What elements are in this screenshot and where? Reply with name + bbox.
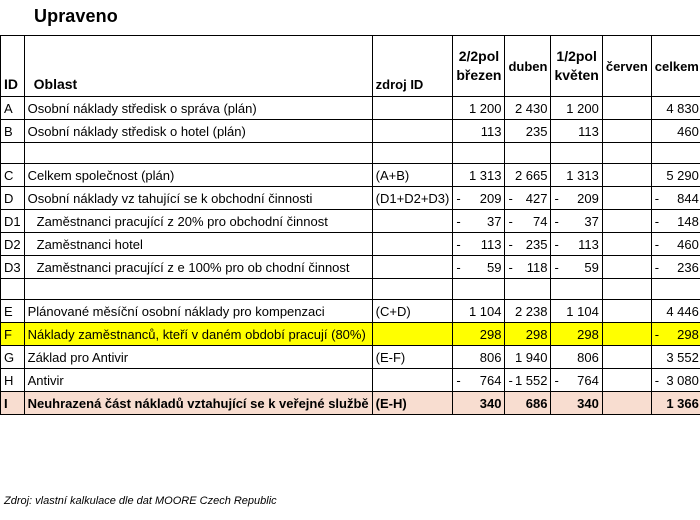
cell-value: 37	[487, 213, 502, 229]
cell-value: 37	[584, 213, 599, 229]
page-title: Upraveno	[34, 6, 118, 26]
row-zdroj	[372, 210, 453, 233]
row-v2: 298	[505, 323, 551, 346]
header-col4: červen	[602, 36, 651, 97]
minus-sign: -	[654, 259, 660, 275]
row-v5: 4 446	[651, 300, 700, 323]
row-v1	[453, 233, 505, 256]
minus-sign: -	[554, 190, 559, 206]
row-v2: 235	[505, 120, 551, 143]
minus-sign: -	[554, 372, 559, 388]
source-footnote: Zdroj: vlastní kalkulace dle dat MOORE Czech Republic	[4, 495, 277, 507]
row-v4	[602, 233, 651, 256]
row-zdroj: (E-F)	[372, 346, 453, 369]
row-v4	[602, 120, 651, 143]
cell-value: 1 552	[514, 372, 548, 388]
row-v5	[651, 323, 700, 346]
cell-value: 764	[479, 372, 502, 388]
row-id: I	[1, 392, 25, 415]
row-v1	[453, 256, 505, 279]
row-v2: 2 665	[505, 164, 551, 187]
table-row-highlighted	[1, 323, 700, 346]
row-v1: 1 313	[453, 164, 505, 187]
header-col5: celkem	[651, 36, 700, 97]
table-row	[1, 256, 700, 279]
spacer-row	[1, 279, 700, 300]
row-v5	[651, 233, 700, 256]
row-v1: 113	[453, 120, 505, 143]
row-oblast: Celkem společnost (plán)	[24, 164, 372, 187]
minus-sign: -	[456, 213, 461, 229]
row-zdroj: (E-H)	[372, 392, 453, 415]
row-v1: 340	[453, 392, 505, 415]
spacer-row	[1, 143, 700, 164]
row-v3: 298	[551, 323, 602, 346]
row-zdroj	[372, 233, 453, 256]
row-v3: 340	[551, 392, 602, 415]
row-oblast: Neuhrazená část nákladů vztahující se k veřejné službě	[24, 392, 372, 415]
minus-sign: -	[508, 213, 513, 229]
row-v5	[651, 256, 700, 279]
row-oblast: Základ pro Antivir	[24, 346, 372, 369]
minus-sign: -	[554, 236, 559, 252]
row-id: B	[1, 120, 25, 143]
row-oblast: Zaměstnanci pracující z 20% pro obchodní činnost	[24, 210, 372, 233]
row-id: C	[1, 164, 25, 187]
row-zdroj	[372, 97, 453, 120]
row-v1	[453, 210, 505, 233]
row-id: D1	[1, 210, 25, 233]
row-id: F	[1, 323, 25, 346]
minus-sign: -	[456, 372, 461, 388]
cell-value: 148	[677, 213, 699, 229]
row-zdroj: (C+D)	[372, 300, 453, 323]
header-zdroj: zdroj ID	[372, 36, 453, 97]
row-v5: 460	[651, 120, 700, 143]
row-oblast: Osobní náklady středisk o správa (plán)	[24, 97, 372, 120]
row-v5: 4 830	[651, 97, 700, 120]
row-v3	[551, 233, 602, 256]
header-oblast: Oblast	[24, 36, 372, 97]
row-v3: 1 200	[551, 97, 602, 120]
row-v3: 806	[551, 346, 602, 369]
row-v3	[551, 369, 602, 392]
row-v4	[602, 369, 651, 392]
row-oblast: Zaměstnanci pracující z e 100% pro ob chodní činnost	[24, 256, 372, 279]
row-zdroj	[372, 323, 453, 346]
table-row	[1, 97, 700, 120]
row-v3: 113	[551, 120, 602, 143]
minus-sign: -	[508, 259, 513, 275]
cell-value: 236	[677, 259, 699, 275]
row-oblast: Antivir	[24, 369, 372, 392]
row-v2: 2 430	[505, 97, 551, 120]
row-zdroj	[372, 256, 453, 279]
minus-sign: -	[508, 372, 513, 388]
table-row	[1, 369, 700, 392]
table-row	[1, 346, 700, 369]
cell-value: 844	[677, 190, 699, 206]
row-v3	[551, 187, 602, 210]
header-col3	[551, 36, 602, 97]
minus-sign: -	[554, 213, 559, 229]
table-row	[1, 300, 700, 323]
row-zdroj: (A+B)	[372, 164, 453, 187]
minus-sign: -	[456, 259, 461, 275]
row-id: D3	[1, 256, 25, 279]
row-v3: 1 313	[551, 164, 602, 187]
row-v1: 806	[453, 346, 505, 369]
row-v1: 1 104	[453, 300, 505, 323]
row-zdroj	[372, 120, 453, 143]
row-v4	[602, 300, 651, 323]
table-row	[1, 233, 700, 256]
row-v2: 686	[505, 392, 551, 415]
cost-table	[0, 35, 700, 415]
row-v2	[505, 210, 551, 233]
cell-value: 209	[577, 190, 599, 206]
table-row	[1, 164, 700, 187]
row-v2	[505, 256, 551, 279]
header-col1	[453, 36, 505, 97]
table-row	[1, 120, 700, 143]
row-zdroj	[372, 369, 453, 392]
row-id: H	[1, 369, 25, 392]
row-id: D2	[1, 233, 25, 256]
row-v2: 1 940	[505, 346, 551, 369]
cell-value: 113	[480, 236, 502, 252]
row-v2: 2 238	[505, 300, 551, 323]
table-row-result	[1, 392, 700, 415]
row-oblast: Osobní náklady středisk o hotel (plán)	[24, 120, 372, 143]
minus-sign: -	[456, 236, 461, 252]
row-id: G	[1, 346, 25, 369]
row-v1: 298	[453, 323, 505, 346]
row-v2	[505, 187, 551, 210]
cell-value: 74	[533, 213, 548, 229]
table-row	[1, 210, 700, 233]
row-v1	[453, 369, 505, 392]
row-v1: 1 200	[453, 97, 505, 120]
row-zdroj: (D1+D2+D3)	[372, 187, 453, 210]
cell-value: 59	[584, 259, 599, 275]
header-col3-line1: 1/2pol	[556, 48, 597, 64]
header-col1-line1: 2/2pol	[458, 48, 500, 64]
minus-sign: -	[654, 213, 660, 229]
row-v5	[651, 187, 700, 210]
minus-sign: -	[654, 326, 660, 342]
row-v5: 3 552	[651, 346, 700, 369]
minus-sign: -	[508, 236, 513, 252]
row-oblast: Náklady zaměstnanců, kteří v daném období pracují (80%)	[24, 323, 372, 346]
row-v2	[505, 369, 551, 392]
row-v4	[602, 392, 651, 415]
row-id: E	[1, 300, 25, 323]
cell-value: 764	[577, 372, 599, 388]
row-oblast: Plánované měsíční osobní náklady pro kompenzaci	[24, 300, 372, 323]
row-id: D	[1, 187, 25, 210]
row-oblast: Osobní náklady vz tahující se k obchodní činnosti	[24, 187, 372, 210]
minus-sign: -	[456, 190, 461, 206]
row-v4	[602, 323, 651, 346]
table-row	[1, 187, 700, 210]
header-id: ID	[1, 36, 25, 97]
row-v4	[602, 256, 651, 279]
cell-value: 118	[526, 259, 548, 275]
row-v3	[551, 256, 602, 279]
row-v5: 1 366	[651, 392, 700, 415]
minus-sign: -	[554, 259, 559, 275]
row-v4	[602, 97, 651, 120]
cell-value: 235	[525, 236, 548, 252]
row-v4	[602, 164, 651, 187]
row-v3: 1 104	[551, 300, 602, 323]
row-v1	[453, 187, 505, 210]
row-v4	[602, 210, 651, 233]
minus-sign: -	[508, 190, 513, 206]
row-v3	[551, 210, 602, 233]
cell-value: 59	[487, 259, 502, 275]
row-oblast: Zaměstnanci hotel	[24, 233, 372, 256]
row-v4	[602, 187, 651, 210]
header-col1-line2: březen	[456, 67, 502, 83]
row-v2	[505, 233, 551, 256]
header-col3-line2: květen	[554, 67, 599, 83]
header-col2: duben	[505, 36, 551, 97]
minus-sign: -	[654, 190, 660, 206]
row-v5	[651, 210, 700, 233]
cell-value: 460	[677, 236, 699, 252]
minus-sign: -	[654, 236, 660, 252]
cell-value: 427	[525, 190, 548, 206]
cell-value: 113	[578, 236, 599, 252]
row-v5: 5 290	[651, 164, 700, 187]
cell-value: 3 080	[666, 372, 699, 388]
cell-value: 298	[677, 326, 699, 342]
minus-sign: -	[654, 372, 660, 388]
row-v5	[651, 369, 700, 392]
row-v4	[602, 346, 651, 369]
row-id: A	[1, 97, 25, 120]
cell-value: 209	[479, 190, 502, 206]
table-header-row	[1, 36, 700, 97]
